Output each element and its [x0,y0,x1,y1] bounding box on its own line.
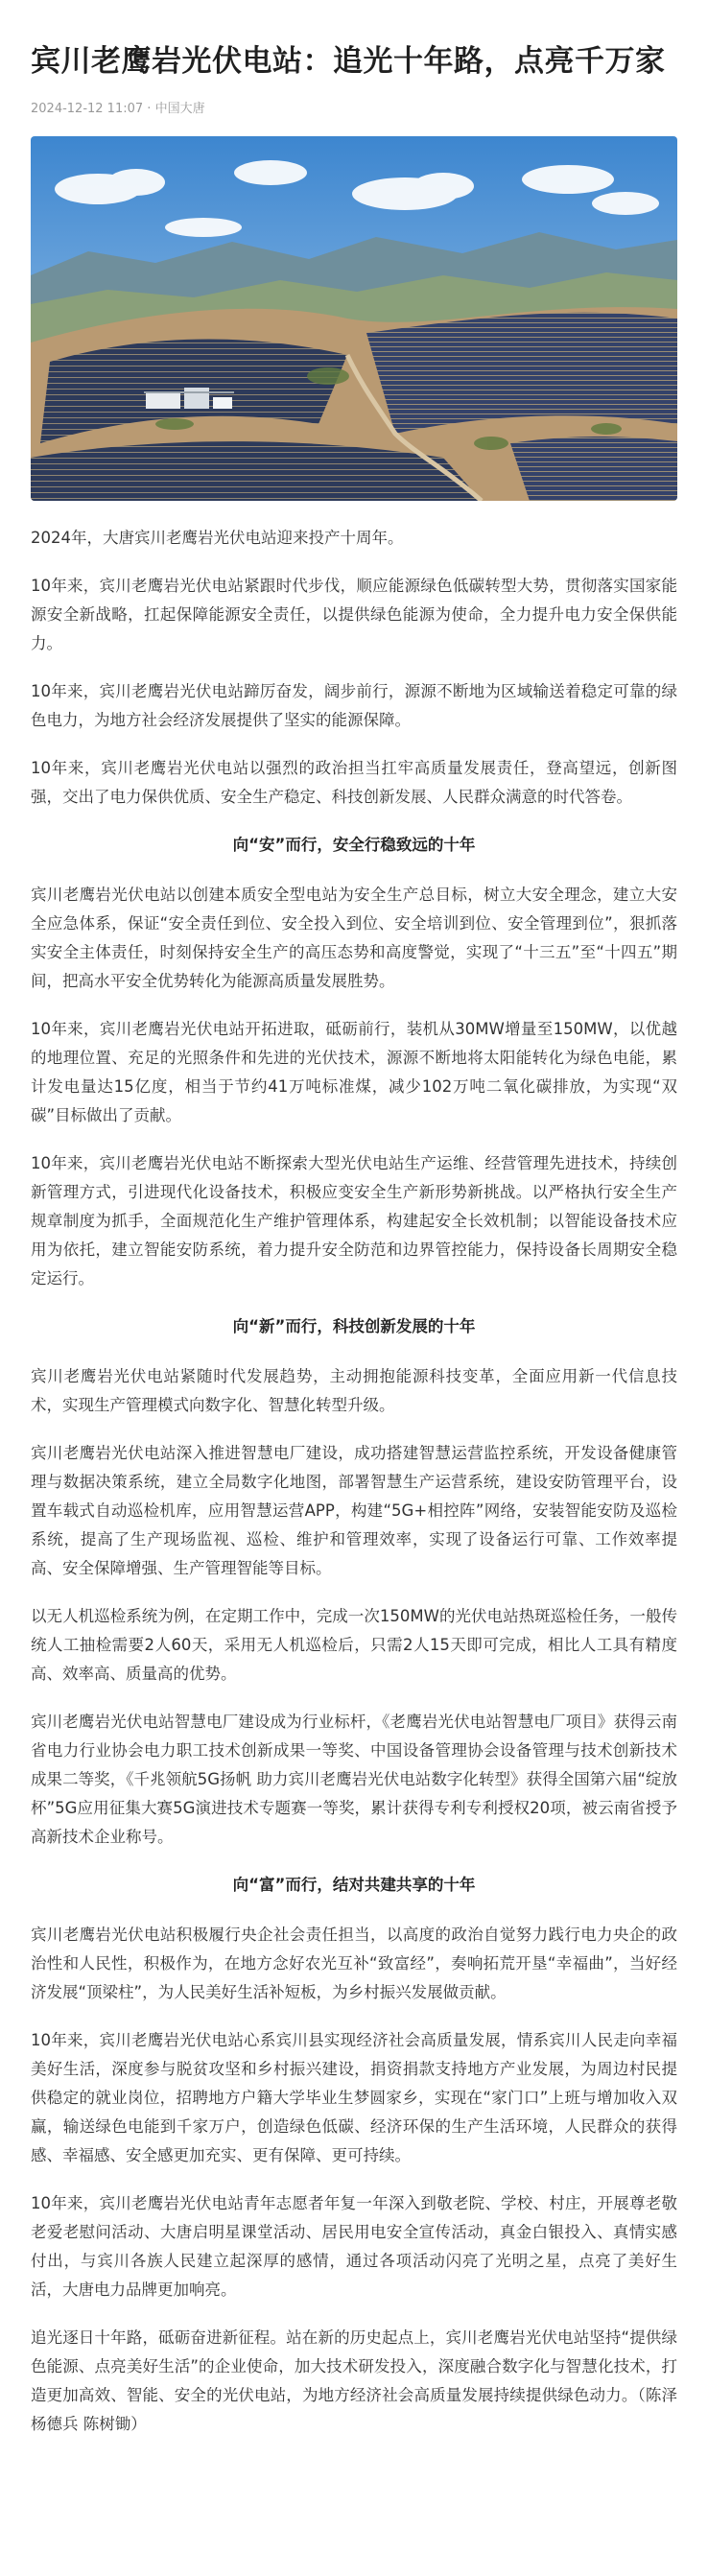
body-paragraph: 10年来，宾川老鹰岩光伏电站蹄厉奋发，阔步前行，源源不断地为区域输送着稳定可靠的绿色电力，为地方社会经济发展提供了坚实的能源保障。 [31,682,677,729]
meta-separator: · [147,102,152,116]
body-paragraph: 以无人机巡检系统为例，在定期工作中，完成一次150MW的光伏电站热斑巡检任务，一般传统人工抽检需要2人60天，采用无人机巡检后，只需2人15天即可完成，相比人工具有精度高、效率高、质量高的优势。 [31,1607,677,1683]
body-paragraph: 宾川老鹰岩光伏电站积极履行央企社会责任担当，以高度的政治自觉努力践行电力央企的政治性和人民性，积极作为，在地方念好农光互补“致富经”，奏响拓荒开垦“幸福曲”，当好经济发展“顶梁柱”，为人民美好生活补短板，为乡村振兴发展做贡献。 [31,1926,677,2001]
hero-solar-plant-illustration [31,136,677,501]
body-paragraph: 10年来，宾川老鹰岩光伏电站开拓进取，砥砺前行，装机从30MW增量至150MW，以优越的地理位置、充足的光照条件和先进的光伏技术，源源不断地将太阳能转化为绿色电能，累计发电量达15亿度，相当于节约41万吨标准煤，减少102万吨二氧化碳排放，为实现“双碳”目标做出了贡献。 [31,1020,677,1124]
article-title: 宾川老鹰岩光伏电站：追光十年路，点亮千万家 [31,44,666,79]
body-paragraph: 宾川老鹰岩光伏电站以创建本质安全型电站为安全生产总目标，树立大安全理念，建立大安全应急体系，保证“安全责任到位、安全投入到位、安全培训到位、安全管理到位”，狠抓落实安全主体责任，时刻保持安全生产的高压态势和高度警觉，实现了“十三五”至“十四五”期间，把高水平安全优势转化为能源高质量发展胜势。 [31,886,677,990]
body-paragraph: 2024年，大唐宾川老鹰岩光伏电站迎来投产十周年。 [31,529,404,547]
article-meta [31,100,677,119]
hero-image [31,136,677,501]
body-paragraph: 10年来，宾川老鹰岩光伏电站以强烈的政治担当扛牢高质量发展责任，登高望远，创新图强，交出了电力保供优质、安全生产稳定、科技创新发展、人民群众满意的时代答卷。 [31,759,677,806]
body-paragraph: 宾川老鹰岩光伏电站紧随时代发展趋势，主动拥抱能源科技变革，全面应用新一代信息技术，实现生产管理模式向数字化、智慧化转型升级。 [31,1367,677,1414]
article-date: 2024-12-12 11:07 [31,102,144,116]
body-paragraph: 10年来，宾川老鹰岩光伏电站不断探索大型光伏电站生产运维、经营管理先进技术，持续创新管理方式，引进现代化设备技术，积极应变安全生产新形势新挑战。以严格执行安全生产规章制度为抓手，全面规范化生产维护管理体系，构建起安全长效机制；以智能设备技术应用为依托，建立智能安防系统，着力提升安全防范和边界管控能力，保持设备长周期安全稳定运行。 [31,1154,677,1288]
section-heading-safety: 向“安”而行，安全行稳致远的十年 [232,836,476,854]
body-paragraph: 10年来，宾川老鹰岩光伏电站心系宾川县实现经济社会高质量发展，情系宾川人民走向幸福美好生活，深度参与脱贫攻坚和乡村振兴建设，捐资捐款支持地方产业发展，为周边村民提供稳定的就业岗位，招聘地方户籍大学毕业生梦圆家乡，实现在“家门口”上班与增加收入双赢，输送绿色电能到千家万户，创造绿色低碳、经济环保的生产生活环境，人民群众的获得感、幸福感、安全感更加充实、更有保障、更可持续。 [31,2031,677,2164]
body-paragraph-closing: 追光逐日十年路，砥砺奋进新征程。站在新的历史起点上，宾川老鹰岩光伏电站坚持“提供绿色能源、点亮美好生活”的企业使命，加大技术研发投入，深度融合数字化与智慧化技术，打造更加高效、智能、安全的光伏电站，为地方经济社会高质量发展持续提供绿色动力。（陈泽 杨德兵 陈树锄） [31,2328,677,2433]
body-paragraph: 10年来，宾川老鹰岩光伏电站青年志愿者年复一年深入到敬老院、学校、村庄，开展尊老敬老爱老慰问活动、大唐启明星课堂活动、居民用电安全宣传活动，真金白银投入、真情实感付出，与宾川各族人民建立起深厚的感情，通过各项活动闪亮了光明之星，点亮了美好生活，大唐电力品牌更加响亮。 [31,2194,677,2299]
section-heading-innovation: 向“新”而行，科技创新发展的十年 [232,1317,476,1335]
solar-field-right [366,313,677,434]
article-body [31,524,677,2439]
solar-field-bottom-right [510,437,677,501]
body-paragraph: 宾川老鹰岩光伏电站深入推进智慧电厂建设，成功搭建智慧运营监控系统，开发设备健康管理与数据决策系统，建立全局数字化地图，部署智慧生产运营系统，建设安防管理平台，设置车载式自动巡检机库，应用智慧运营APP，构建“5G+相控阵”网络，安装智能安防及巡检系统，提高了生产现场监视、巡检、维护和管理效率，实现了设备运行可靠、工作效率提高、安全保障增强、生产管理智能等目标。 [31,1444,677,1577]
article-source: 中国大唐 [154,102,205,116]
section-heading-prosperity: 向“富”而行，结对共建共享的十年 [232,1876,476,1894]
body-paragraph: 10年来，宾川老鹰岩光伏电站紧跟时代步伐，顺应能源绿色低碳转型大势，贯彻落实国家能源安全新战略，扛起保障能源安全责任，以提供绿色能源为使命，全力提升电力安全保供能力。 [31,577,677,652]
body-paragraph: 宾川老鹰岩光伏电站智慧电厂建设成为行业标杆，《老鹰岩光伏电站智慧电厂项目》获得云南省电力行业协会电力职工技术创新成果一等奖、中国设备管理协会设备管理与技术创新技术成果二等奖，《千兆领航5G扬帆 助力宾川老鹰岩光伏电站数字化转型》获得全国第六届“绽放杯”5G应用征集大赛5G演进技术专题赛一等奖，累计获得专利专利授权20项，被云南省授予高新技术企业称号。 [31,1713,677,1846]
